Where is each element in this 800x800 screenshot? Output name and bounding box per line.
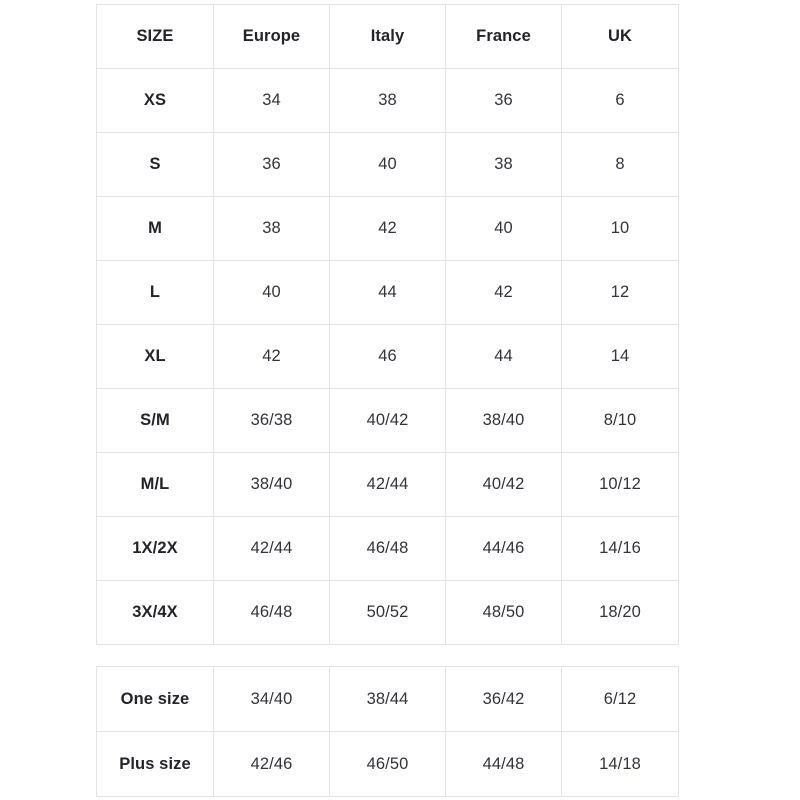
table-row (97, 261, 679, 325)
cell-europe: 42 (214, 325, 330, 389)
size-conversion-table-container (96, 4, 678, 645)
cell-italy: 44 (330, 261, 446, 325)
cell-italy: 46/48 (330, 517, 446, 581)
size-conversion-table (96, 4, 679, 645)
cell-italy: 38 (330, 69, 446, 133)
cell-europe: 38/40 (214, 453, 330, 517)
table-body (97, 667, 679, 797)
cell-uk: 6 (562, 69, 679, 133)
cell-uk: 12 (562, 261, 679, 325)
one-size-table-container (96, 666, 678, 797)
cell-europe: 36 (214, 133, 330, 197)
cell-france: 40/42 (446, 453, 562, 517)
cell-france: 44/46 (446, 517, 562, 581)
cell-uk: 6/12 (562, 667, 679, 732)
column-header-size: SIZE (97, 5, 214, 69)
cell-france: 36/42 (446, 667, 562, 732)
column-header-france: France (446, 5, 562, 69)
cell-france: 42 (446, 261, 562, 325)
cell-france: 48/50 (446, 581, 562, 645)
cell-uk: 10/12 (562, 453, 679, 517)
cell-france: 36 (446, 69, 562, 133)
cell-uk: 10 (562, 197, 679, 261)
cell-france: 44 (446, 325, 562, 389)
table-row (97, 453, 679, 517)
cell-france: 38 (446, 133, 562, 197)
table-row (97, 732, 679, 797)
cell-uk: 8/10 (562, 389, 679, 453)
row-label: XS (97, 69, 214, 133)
row-label: 1X/2X (97, 517, 214, 581)
cell-uk: 8 (562, 133, 679, 197)
row-label: Plus size (97, 732, 214, 797)
cell-europe: 42/44 (214, 517, 330, 581)
cell-europe: 46/48 (214, 581, 330, 645)
cell-italy: 46 (330, 325, 446, 389)
cell-italy: 38/44 (330, 667, 446, 732)
cell-italy: 46/50 (330, 732, 446, 797)
table-header (97, 5, 679, 69)
cell-italy: 42 (330, 197, 446, 261)
row-label: M/L (97, 453, 214, 517)
one-size-table (96, 666, 679, 797)
cell-europe: 36/38 (214, 389, 330, 453)
cell-uk: 14/18 (562, 732, 679, 797)
cell-uk: 18/20 (562, 581, 679, 645)
table-row (97, 325, 679, 389)
table-body (97, 69, 679, 645)
table-row (97, 389, 679, 453)
row-label: L (97, 261, 214, 325)
cell-italy: 40/42 (330, 389, 446, 453)
cell-europe: 38 (214, 197, 330, 261)
row-label: XL (97, 325, 214, 389)
table-row (97, 197, 679, 261)
cell-uk: 14/16 (562, 517, 679, 581)
table-row (97, 69, 679, 133)
table-header-row (97, 5, 679, 69)
row-label: M (97, 197, 214, 261)
cell-france: 40 (446, 197, 562, 261)
cell-europe: 42/46 (214, 732, 330, 797)
column-header-uk: UK (562, 5, 679, 69)
table-row (97, 133, 679, 197)
cell-uk: 14 (562, 325, 679, 389)
cell-europe: 40 (214, 261, 330, 325)
table-row (97, 581, 679, 645)
row-label: S (97, 133, 214, 197)
row-label: 3X/4X (97, 581, 214, 645)
table-row (97, 517, 679, 581)
row-label: One size (97, 667, 214, 732)
cell-france: 38/40 (446, 389, 562, 453)
table-row (97, 667, 679, 732)
cell-europe: 34/40 (214, 667, 330, 732)
cell-europe: 34 (214, 69, 330, 133)
row-label: S/M (97, 389, 214, 453)
cell-italy: 50/52 (330, 581, 446, 645)
column-header-italy: Italy (330, 5, 446, 69)
cell-italy: 42/44 (330, 453, 446, 517)
cell-italy: 40 (330, 133, 446, 197)
cell-france: 44/48 (446, 732, 562, 797)
column-header-europe: Europe (214, 5, 330, 69)
